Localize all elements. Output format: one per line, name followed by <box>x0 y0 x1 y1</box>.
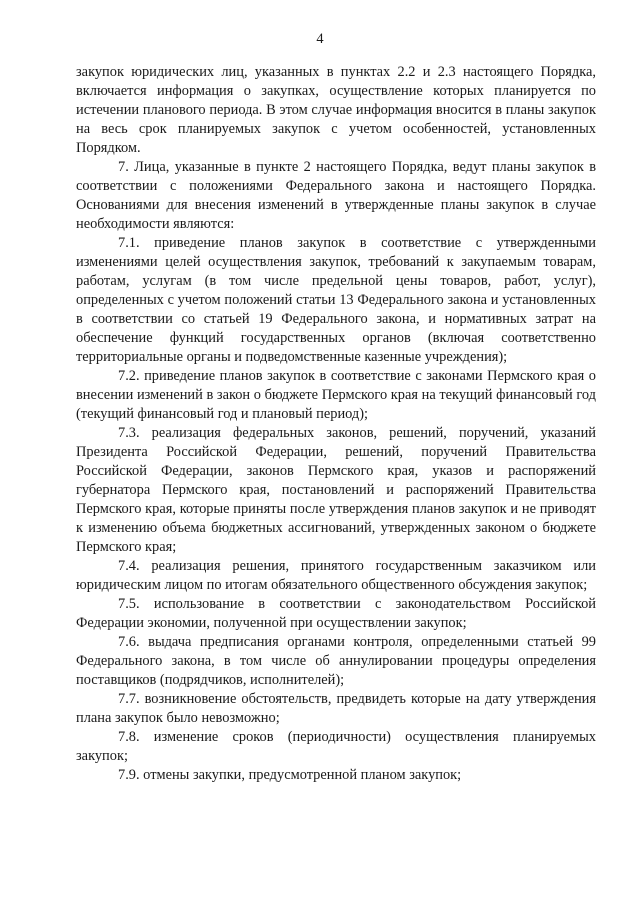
paragraph-item-7-9: 7.9. отмены закупки, предусмотренной планом закупок; <box>118 767 462 783</box>
paragraph-item-7-1: 7.1. приведение планов закупок в соответствие с утвержденными изменениями целей осуществления закупок, требований к закупаемым товарам, работам, услугам (в том числе предельной цены товаров, работ, услуг), определенных с учетом положений статьи 13 Федерального закона и установленных в соответствии со статьей 19 Федерального закона, и нормативных затрат на обеспечение функций государственных органов (включая соответственно территориальные органы и подведомственные казенные учреждения); <box>76 235 596 365</box>
paragraph-item-7-5: 7.5. использование в соответствии с законодательством Российской Федерации экономии, полученной при осуществлении закупок; <box>76 596 596 631</box>
paragraph-item-7-8: 7.8. изменение сроков (периодичности) осуществления планируемых закупок; <box>76 729 596 764</box>
page-number: 4 <box>316 31 324 47</box>
paragraph-continuation: закупок юридических лиц, указанных в пунктах 2.2 и 2.3 настоящего Порядка, включается информация о закупках, осуществление которых планируется по истечении планового периода. В этом случае информация вносится в планы закупок на весь срок планируемых закупок с учетом особенностей, установленных Порядком. <box>76 64 596 156</box>
paragraph-item-7-3: 7.3. реализация федеральных законов, решений, поручений, указаний Президента Российской Федерации, решений, поручений Правительства Российской Федерации, законов Пермского края, указов и распоряжений губернатора Пермского края, постановлений и распоряжений Правительства Пермского края, которые приняты после утверждения планов закупок и не приводят к изменению объема бюджетных ассигнований, утвержденных законом о бюджете Пермского края; <box>76 425 596 555</box>
paragraph-item-7-4: 7.4. реализация решения, принятого государственным заказчиком или юридическим лицом по итогам обязательного общественного обсуждения закупок; <box>76 558 596 593</box>
document-body <box>76 63 596 785</box>
paragraph-item-7-6: 7.6. выдача предписания органами контроля, определенными статьей 99 Федерального закона, в том числе об аннулировании процедуры определения поставщиков (подрядчиков, исполнителей); <box>76 634 596 688</box>
paragraph-item-7-2: 7.2. приведение планов закупок в соответствие с законами Пермского края о внесении изменений в закон о бюджете Пермского края на текущий финансовый год (текущий финансовый год и плановый период); <box>76 368 596 422</box>
paragraph-item-7-7: 7.7. возникновение обстоятельств, предвидеть которые на дату утверждения плана закупок было невозможно; <box>76 691 596 726</box>
paragraph-item-7: 7. Лица, указанные в пункте 2 настоящего Порядка, ведут планы закупок в соответствии с положениями Федерального закона и настоящего Порядка. Основаниями для внесения изменений в утвержденные планы закупок в случае необходимости являются: <box>76 159 596 232</box>
